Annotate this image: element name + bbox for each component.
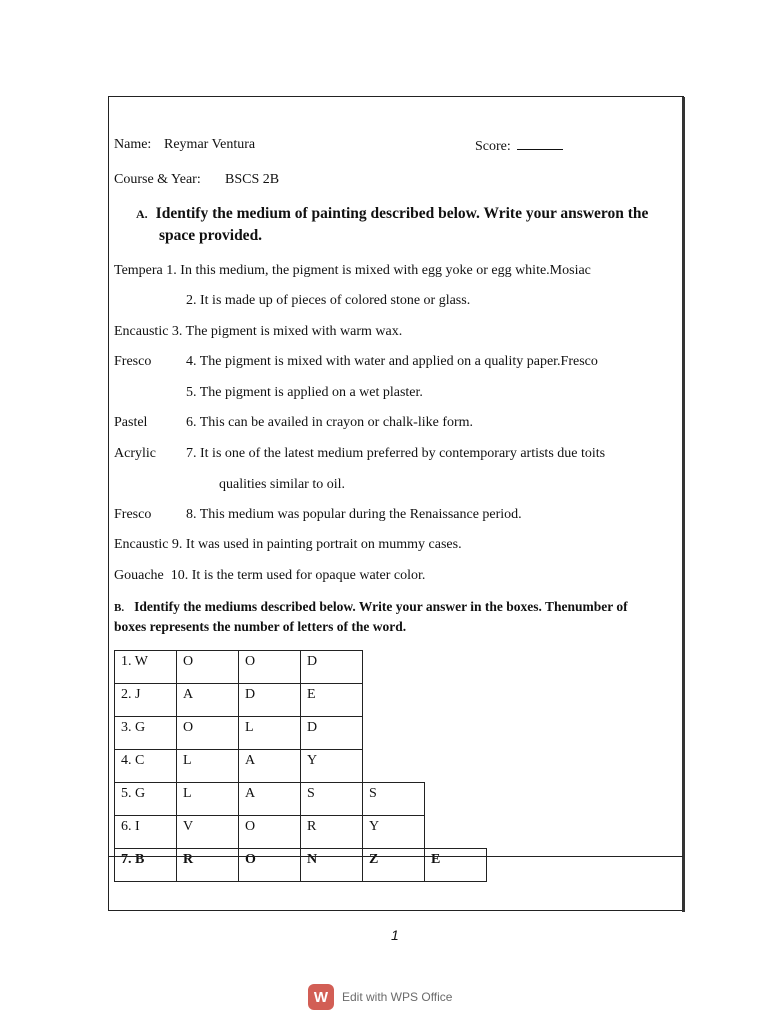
answer-text: Fresco xyxy=(114,507,152,522)
question-text: 1. In this medium, the pigment is mixed with egg yoke or egg white. xyxy=(166,263,550,278)
answer-text: Fresco xyxy=(114,354,152,369)
list-item xyxy=(114,537,462,553)
letter-box: O xyxy=(177,717,239,750)
question-text: 7. It is one of the latest medium preferred by contemporary artists due toits xyxy=(186,446,606,461)
letter-box: O xyxy=(239,849,301,882)
table-row xyxy=(115,783,487,816)
letter-box: O xyxy=(239,816,301,849)
question-text: qualities similar to oil. xyxy=(219,477,345,492)
section-b-instruction-line2: boxes represents the number of letters of the word. xyxy=(114,619,407,634)
section-b-label: B. xyxy=(114,602,125,614)
section-a-instruction-line2: space provided. xyxy=(159,227,263,244)
question-text: 6. This can be availed in crayon or chalk-like form. xyxy=(186,415,474,430)
answer-text: Gouache xyxy=(114,568,164,583)
list-item xyxy=(114,324,402,340)
answer-text: Acrylic xyxy=(114,446,156,461)
empty-cell xyxy=(363,651,425,684)
letter-box: 5. G xyxy=(115,783,177,816)
table-row xyxy=(115,651,487,684)
question-text: 4. The pigment is mixed with water and applied on a quality paper. xyxy=(186,354,561,369)
letter-box: V xyxy=(177,816,239,849)
letter-box: E xyxy=(301,684,363,717)
empty-cell xyxy=(425,651,487,684)
letter-box: 6. I xyxy=(115,816,177,849)
table-row xyxy=(115,849,487,882)
letter-box: S xyxy=(301,783,363,816)
score-blank xyxy=(517,137,563,150)
score-label: Score: xyxy=(475,139,511,154)
empty-cell xyxy=(425,684,487,717)
letter-box: N xyxy=(301,849,363,882)
letter-box: 4. C xyxy=(115,750,177,783)
list-item-text xyxy=(186,415,473,431)
section-a-text: Identify the medium of painting described below. Write your answeron the xyxy=(155,205,649,222)
course-label: Course & Year: xyxy=(114,172,201,187)
section-a-label: A. xyxy=(136,207,148,221)
trailing-answer: Fresco xyxy=(560,354,598,369)
section-b-instruction-line1 xyxy=(114,597,628,618)
letter-box: L xyxy=(239,717,301,750)
table-row xyxy=(115,816,487,849)
empty-cell xyxy=(425,783,487,816)
list-item xyxy=(186,385,423,401)
question-text: 3. The pigment is mixed with warm wax. xyxy=(171,324,403,339)
empty-cell xyxy=(425,750,487,783)
page-number: 1 xyxy=(391,927,399,943)
letter-box: Y xyxy=(301,750,363,783)
list-item xyxy=(114,446,156,462)
letter-box: Z xyxy=(363,849,425,882)
letter-boxes-table xyxy=(114,650,487,882)
list-item-continuation xyxy=(219,477,345,493)
letter-box: O xyxy=(239,651,301,684)
empty-cell xyxy=(425,717,487,750)
question-text: 5. The pigment is applied on a wet plaster. xyxy=(186,385,423,400)
letter-box: L xyxy=(177,783,239,816)
wps-logo-icon: W xyxy=(308,984,334,1010)
table-row xyxy=(115,717,487,750)
name-value: Reymar Ventura xyxy=(164,137,256,152)
answer-text: Tempera xyxy=(114,263,163,278)
letter-box: A xyxy=(239,750,301,783)
letter-box: 2. J xyxy=(115,684,177,717)
list-item xyxy=(114,263,591,279)
question-text: 2. It is made up of pieces of colored stone or glass. xyxy=(186,293,471,308)
section-b-text: Identify the mediums described below. Write your answer in the boxes. Thenumber of xyxy=(134,599,628,614)
empty-cell xyxy=(363,750,425,783)
wps-office-watermark[interactable] xyxy=(308,984,452,1010)
letter-box: 1. W xyxy=(115,651,177,684)
letter-box: A xyxy=(177,684,239,717)
letter-box: D xyxy=(301,651,363,684)
list-item xyxy=(114,354,151,370)
answer-text: Pastel xyxy=(114,415,148,430)
page-edge xyxy=(682,97,685,912)
list-item-text xyxy=(186,354,598,370)
list-item-text xyxy=(186,507,522,523)
letter-box: D xyxy=(239,684,301,717)
letter-box: L xyxy=(177,750,239,783)
letter-box: E xyxy=(425,849,487,882)
list-item xyxy=(114,507,151,523)
letter-box: R xyxy=(177,849,239,882)
letter-box: A xyxy=(239,783,301,816)
letter-box: 3. G xyxy=(115,717,177,750)
letter-box: R xyxy=(301,816,363,849)
empty-cell xyxy=(363,684,425,717)
empty-cell xyxy=(425,816,487,849)
section-a-instruction-line1 xyxy=(136,203,648,225)
table-row xyxy=(115,684,487,717)
list-item xyxy=(186,293,470,309)
letter-box: S xyxy=(363,783,425,816)
score-field xyxy=(475,137,563,155)
answer-text: Encaustic xyxy=(114,324,169,339)
course-value: BSCS 2B xyxy=(225,172,280,187)
letter-box: D xyxy=(301,717,363,750)
letter-box: O xyxy=(177,651,239,684)
wps-edit-link: Edit with WPS Office xyxy=(342,990,453,1004)
trailing-answer: Mosiac xyxy=(549,263,591,278)
table-row xyxy=(115,750,487,783)
answer-text: Encaustic xyxy=(114,537,169,552)
letter-box: Y xyxy=(363,816,425,849)
name-label: Name: xyxy=(114,137,152,152)
list-item xyxy=(114,568,425,584)
list-item-text xyxy=(186,446,605,462)
letter-box: 7. B xyxy=(115,849,177,882)
empty-cell xyxy=(363,717,425,750)
question-text: 8. This medium was popular during the Renaissance period. xyxy=(186,507,522,522)
question-text: 10. It is the term used for opaque water color. xyxy=(170,568,426,583)
list-item xyxy=(114,415,147,431)
question-text: 9. It was used in painting portrait on mummy cases. xyxy=(171,537,462,552)
divider xyxy=(109,856,683,857)
